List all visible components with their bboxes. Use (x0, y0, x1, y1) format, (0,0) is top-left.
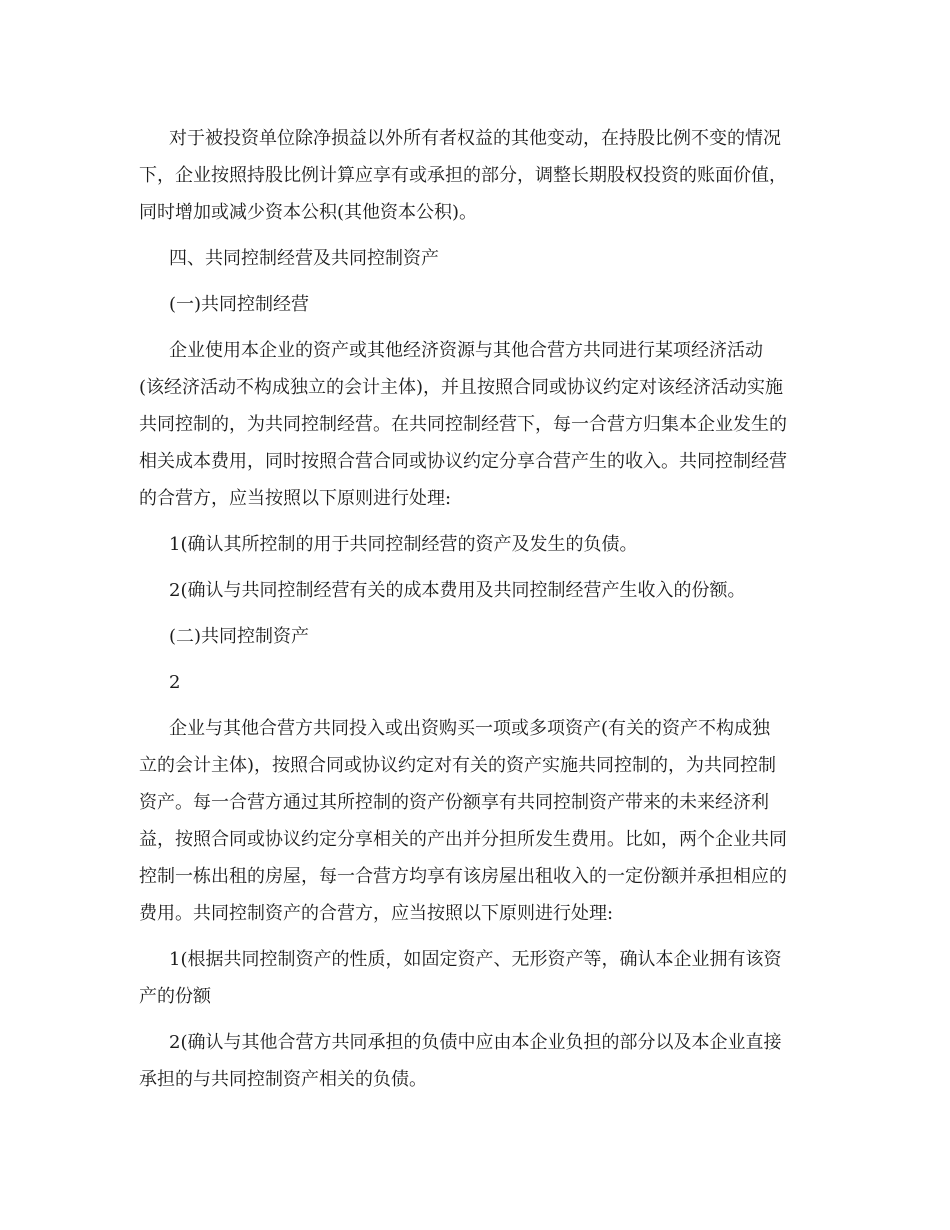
text-line: 控制一栋出租的房屋，每一合营方均享有该房屋出租收入的一定份额并承担相应的 (139, 866, 787, 887)
paragraph-joint-operations-definition (139, 332, 819, 517)
paragraph-joint-assets-definition (139, 710, 819, 932)
text-line: (一)共同控制经营 (169, 294, 310, 315)
text-line: 对于被投资单位除净损益以外所有者权益的其他变动，在持股比例不变的情况 (169, 128, 781, 149)
subsection-heading-joint-operations (139, 286, 819, 323)
text-line: 1(根据共同控制资产的性质，如固定资产、无形资产等，确认本企业拥有该资 (169, 949, 782, 970)
text-line: (该经济活动不构成独立的会计主体)，并且按照合同或协议约定对该经济活动实施 (139, 377, 784, 398)
text-line: 资产。每一合营方通过其所控制的资产份额享有共同控制资产带来的未来经济利 (139, 792, 769, 813)
text-line: 2(确认与共同控制经营有关的成本费用及共同控制经营产生收入的份额。 (169, 580, 746, 601)
text-line: 2 (169, 672, 181, 693)
text-line: 承担的与共同控制资产相关的负债。 (139, 1069, 427, 1090)
document-body (139, 120, 819, 1098)
text-line: 益，按照合同或协议约定分享相关的产出并分担所发生费用。比如，两个企业共同 (139, 829, 787, 850)
section-heading-four (139, 240, 819, 277)
text-line: (二)共同控制资产 (169, 626, 310, 647)
text-line: 费用。共同控制资产的合营方，应当按照以下原则进行处理: (139, 903, 614, 924)
text-line: 立的会计主体)，按照合同或协议约定对有关的资产实施共同控制的，为共同控制 (139, 755, 777, 776)
page-number (139, 664, 819, 701)
list-item-2 (139, 572, 819, 609)
text-line: 共同控制的，为共同控制经营。在共同控制经营下，每一合营方归集本企业发生的 (139, 414, 787, 435)
subsection-heading-joint-assets (139, 618, 819, 655)
text-line: 的合营方，应当按照以下原则进行处理: (139, 488, 452, 509)
text-line: 企业与其他合营方共同投入或出资购买一项或多项资产(有关的资产不构成独 (169, 718, 771, 739)
list-item-2-liabilities (139, 1024, 819, 1098)
text-line: 产的份额 (139, 986, 211, 1007)
text-line: 四、共同控制经营及共同控制资产 (169, 248, 439, 269)
text-line: 企业使用本企业的资产或其他经济资源与其他合营方共同进行某项经济活动 (169, 340, 763, 361)
paragraph-equity-changes (139, 120, 819, 231)
list-item-1 (139, 526, 819, 563)
list-item-1-assets (139, 941, 819, 1015)
text-line: 相关成本费用，同时按照合营合同或协议约定分享合营产生的收入。共同控制经营 (139, 451, 787, 472)
text-line: 同时增加或减少资本公积(其他资本公积)。 (139, 202, 478, 223)
text-line: 2(确认与其他合营方共同承担的负债中应由本企业负担的部分以及本企业直接 (169, 1032, 782, 1053)
text-line: 下，企业按照持股比例计算应享有或承担的部分，调整长期股权投资的账面价值， (139, 165, 787, 186)
text-line: 1(确认其所控制的用于共同控制经营的资产及发生的负债。 (169, 534, 638, 555)
